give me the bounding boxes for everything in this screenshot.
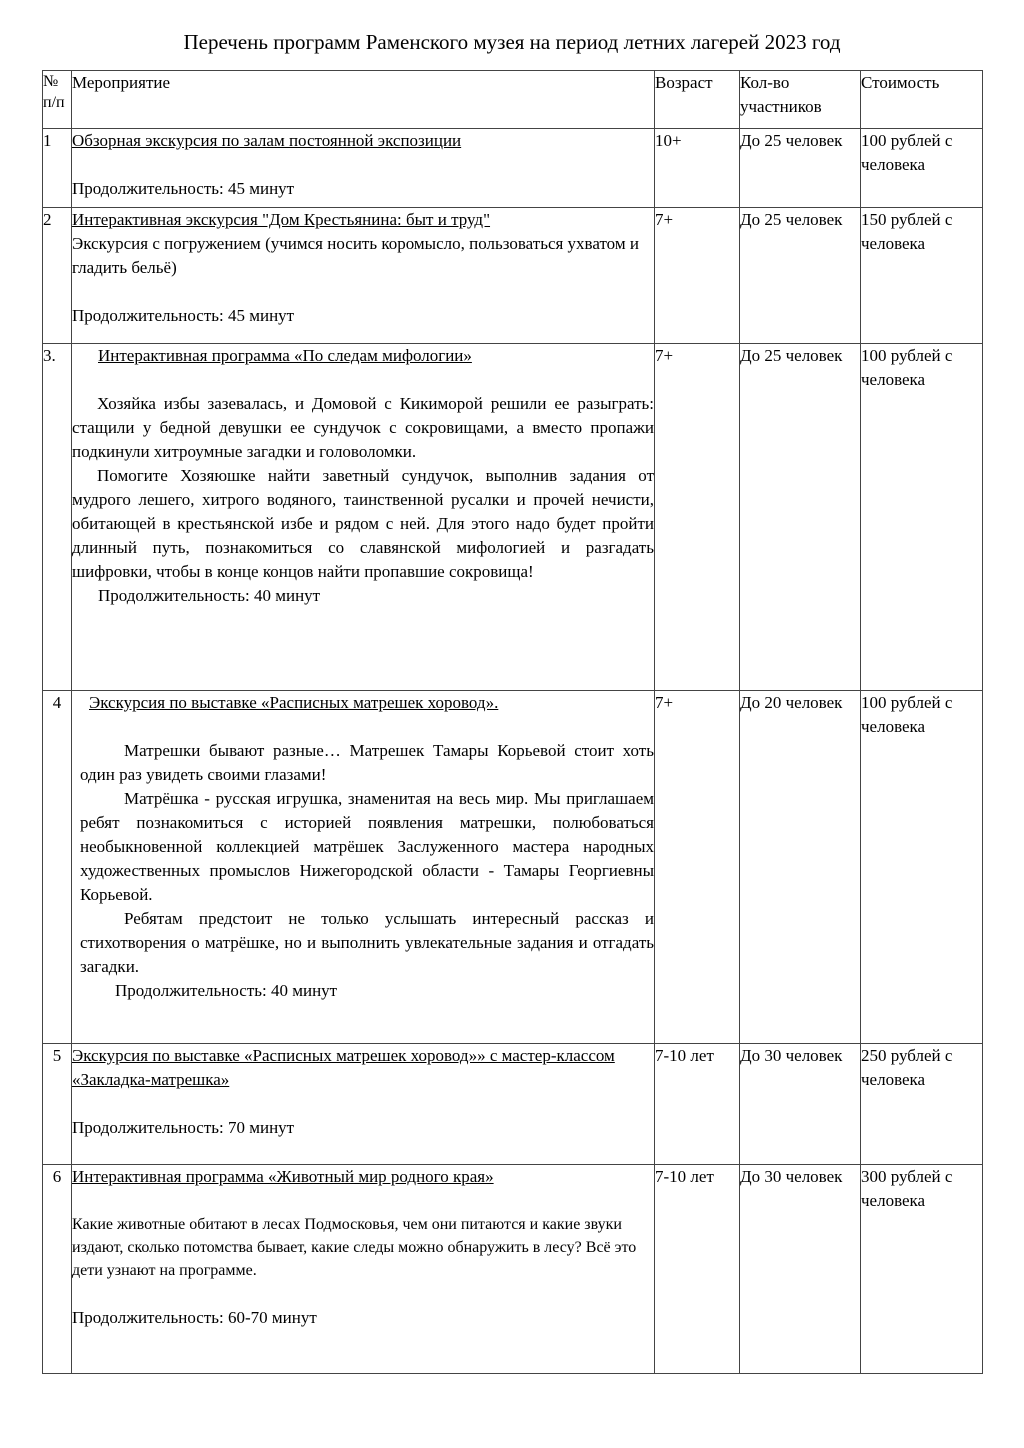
event-cell (72, 1044, 655, 1165)
event-title: Интерактивная программа «По следам мифологии» (98, 346, 472, 365)
table-header-row (43, 71, 983, 129)
table-row (43, 129, 983, 208)
age-cell: 7+ (655, 691, 740, 1044)
event-cell (72, 129, 655, 208)
row-number: 6 (43, 1165, 72, 1374)
table-row (43, 344, 983, 691)
price-cell: 100 рублей с человека (861, 691, 983, 1044)
age-cell: 7+ (655, 208, 740, 344)
table-row (43, 208, 983, 344)
header-event: Мероприятие (72, 71, 655, 129)
table-row (43, 691, 983, 1044)
price-cell: 100 рублей с человека (861, 129, 983, 208)
event-title: Экскурсия по выставке «Расписных матрешек хоровод»» с мастер-классом «Закладка-матрешка» (72, 1046, 615, 1089)
count-cell: До 25 человек (740, 129, 861, 208)
event-description: Экскурсия с погружением (учимся носить коромысло, пользоваться ухватом и гладить бельё) (72, 234, 639, 277)
count-cell: До 25 человек (740, 208, 861, 344)
age-cell: 7-10 лет (655, 1044, 740, 1165)
event-cell (72, 1165, 655, 1374)
table-row (43, 1165, 983, 1374)
event-paragraph: Матрёшка - русская игрушка, знаменитая на весь мир. Мы приглашаем ребят познакомиться с историей появления матрешки, полюбоваться необыкновенной коллекцией матрёшек Заслуженного мастера народных художественных промыслов Нижегородской области - Тамары Георгиевны Корьевой. (80, 789, 654, 904)
event-duration: Продолжительность: 60-70 минут (72, 1308, 317, 1327)
event-paragraph: Хозяйка избы зазевалась, и Домовой с Кикиморой решили ее разыграть: стащили у бедной девушки ее сундучок с сокровищами, а вместо пропажи подкинули хитроумные загадки и головоломки. (72, 394, 654, 461)
count-cell: До 30 человек (740, 1165, 861, 1374)
event-duration: Продолжительность: 40 минут (98, 586, 321, 605)
age-cell: 10+ (655, 129, 740, 208)
event-title: Обзорная экскурсия по залам постоянной экспозиции (72, 131, 462, 150)
event-duration: Продолжительность: 45 минут (72, 179, 295, 198)
event-cell (72, 208, 655, 344)
event-paragraph: Ребятам предстоит не только услышать интересный рассказ и стихотворения о матрёшке, но и выполнить увлекательные задания и отгадать загадки. (80, 909, 654, 976)
age-cell: 7+ (655, 344, 740, 691)
row-number: 5 (43, 1044, 72, 1165)
price-cell: 100 рублей с человека (861, 344, 983, 691)
count-cell: До 30 человек (740, 1044, 861, 1165)
event-cell (72, 691, 655, 1044)
event-paragraph: Матрешки бывают разные… Матрешек Тамары Корьевой стоит хоть один раз увидеть своими глазами! (80, 741, 654, 784)
table-row (43, 1044, 983, 1165)
event-duration: Продолжительность: 45 минут (72, 306, 295, 325)
event-title: Интерактивная экскурсия "Дом Крестьянина: быт и труд" (72, 210, 491, 229)
programs-table (42, 70, 983, 1374)
event-duration: Продолжительность: 70 минут (72, 1118, 295, 1137)
count-cell: До 25 человек (740, 344, 861, 691)
event-description: Какие животные обитают в лесах Подмосковья, чем они питаются и какие звуки издают, сколько потомства бывает, какие следы можно обнаружить в лесу? Всё это дети узнают на программе. (72, 1216, 637, 1279)
event-cell (72, 344, 655, 691)
header-num: № п/п (43, 71, 72, 129)
price-cell: 150 рублей с человека (861, 208, 983, 344)
event-title: Интерактивная программа «Животный мир родного края» (72, 1167, 494, 1186)
price-cell: 250 рублей с человека (861, 1044, 983, 1165)
row-number: 2 (43, 208, 72, 344)
event-title: Экскурсия по выставке «Расписных матрешек хоровод». (89, 693, 499, 712)
age-cell: 7-10 лет (655, 1165, 740, 1374)
row-number: 1 (43, 129, 72, 208)
row-number: 4 (43, 691, 72, 1044)
count-cell: До 20 человек (740, 691, 861, 1044)
header-count: Кол-во участников (740, 71, 861, 129)
event-paragraph: Помогите Хозяюшке найти заветный сундучок, выполнив задания от мудрого лешего, хитрого водяного, таинственной русалки и прочей нечисти, обитающей в крестьянской избе и рядом с ней. Для этого надо будет пройти длинный путь, познакомиться со славянской мифологией и разгадать шифровки, чтобы в конце концов найти пропавшие сокровища! (72, 466, 654, 581)
header-price: Стоимость (861, 71, 983, 129)
event-duration: Продолжительность: 40 минут (115, 981, 338, 1000)
page-title: Перечень программ Раменского музея на период летних лагерей 2023 год (183, 30, 841, 54)
row-number: 3. (43, 344, 72, 691)
price-cell: 300 рублей с человека (861, 1165, 983, 1374)
header-age: Возраст (655, 71, 740, 129)
